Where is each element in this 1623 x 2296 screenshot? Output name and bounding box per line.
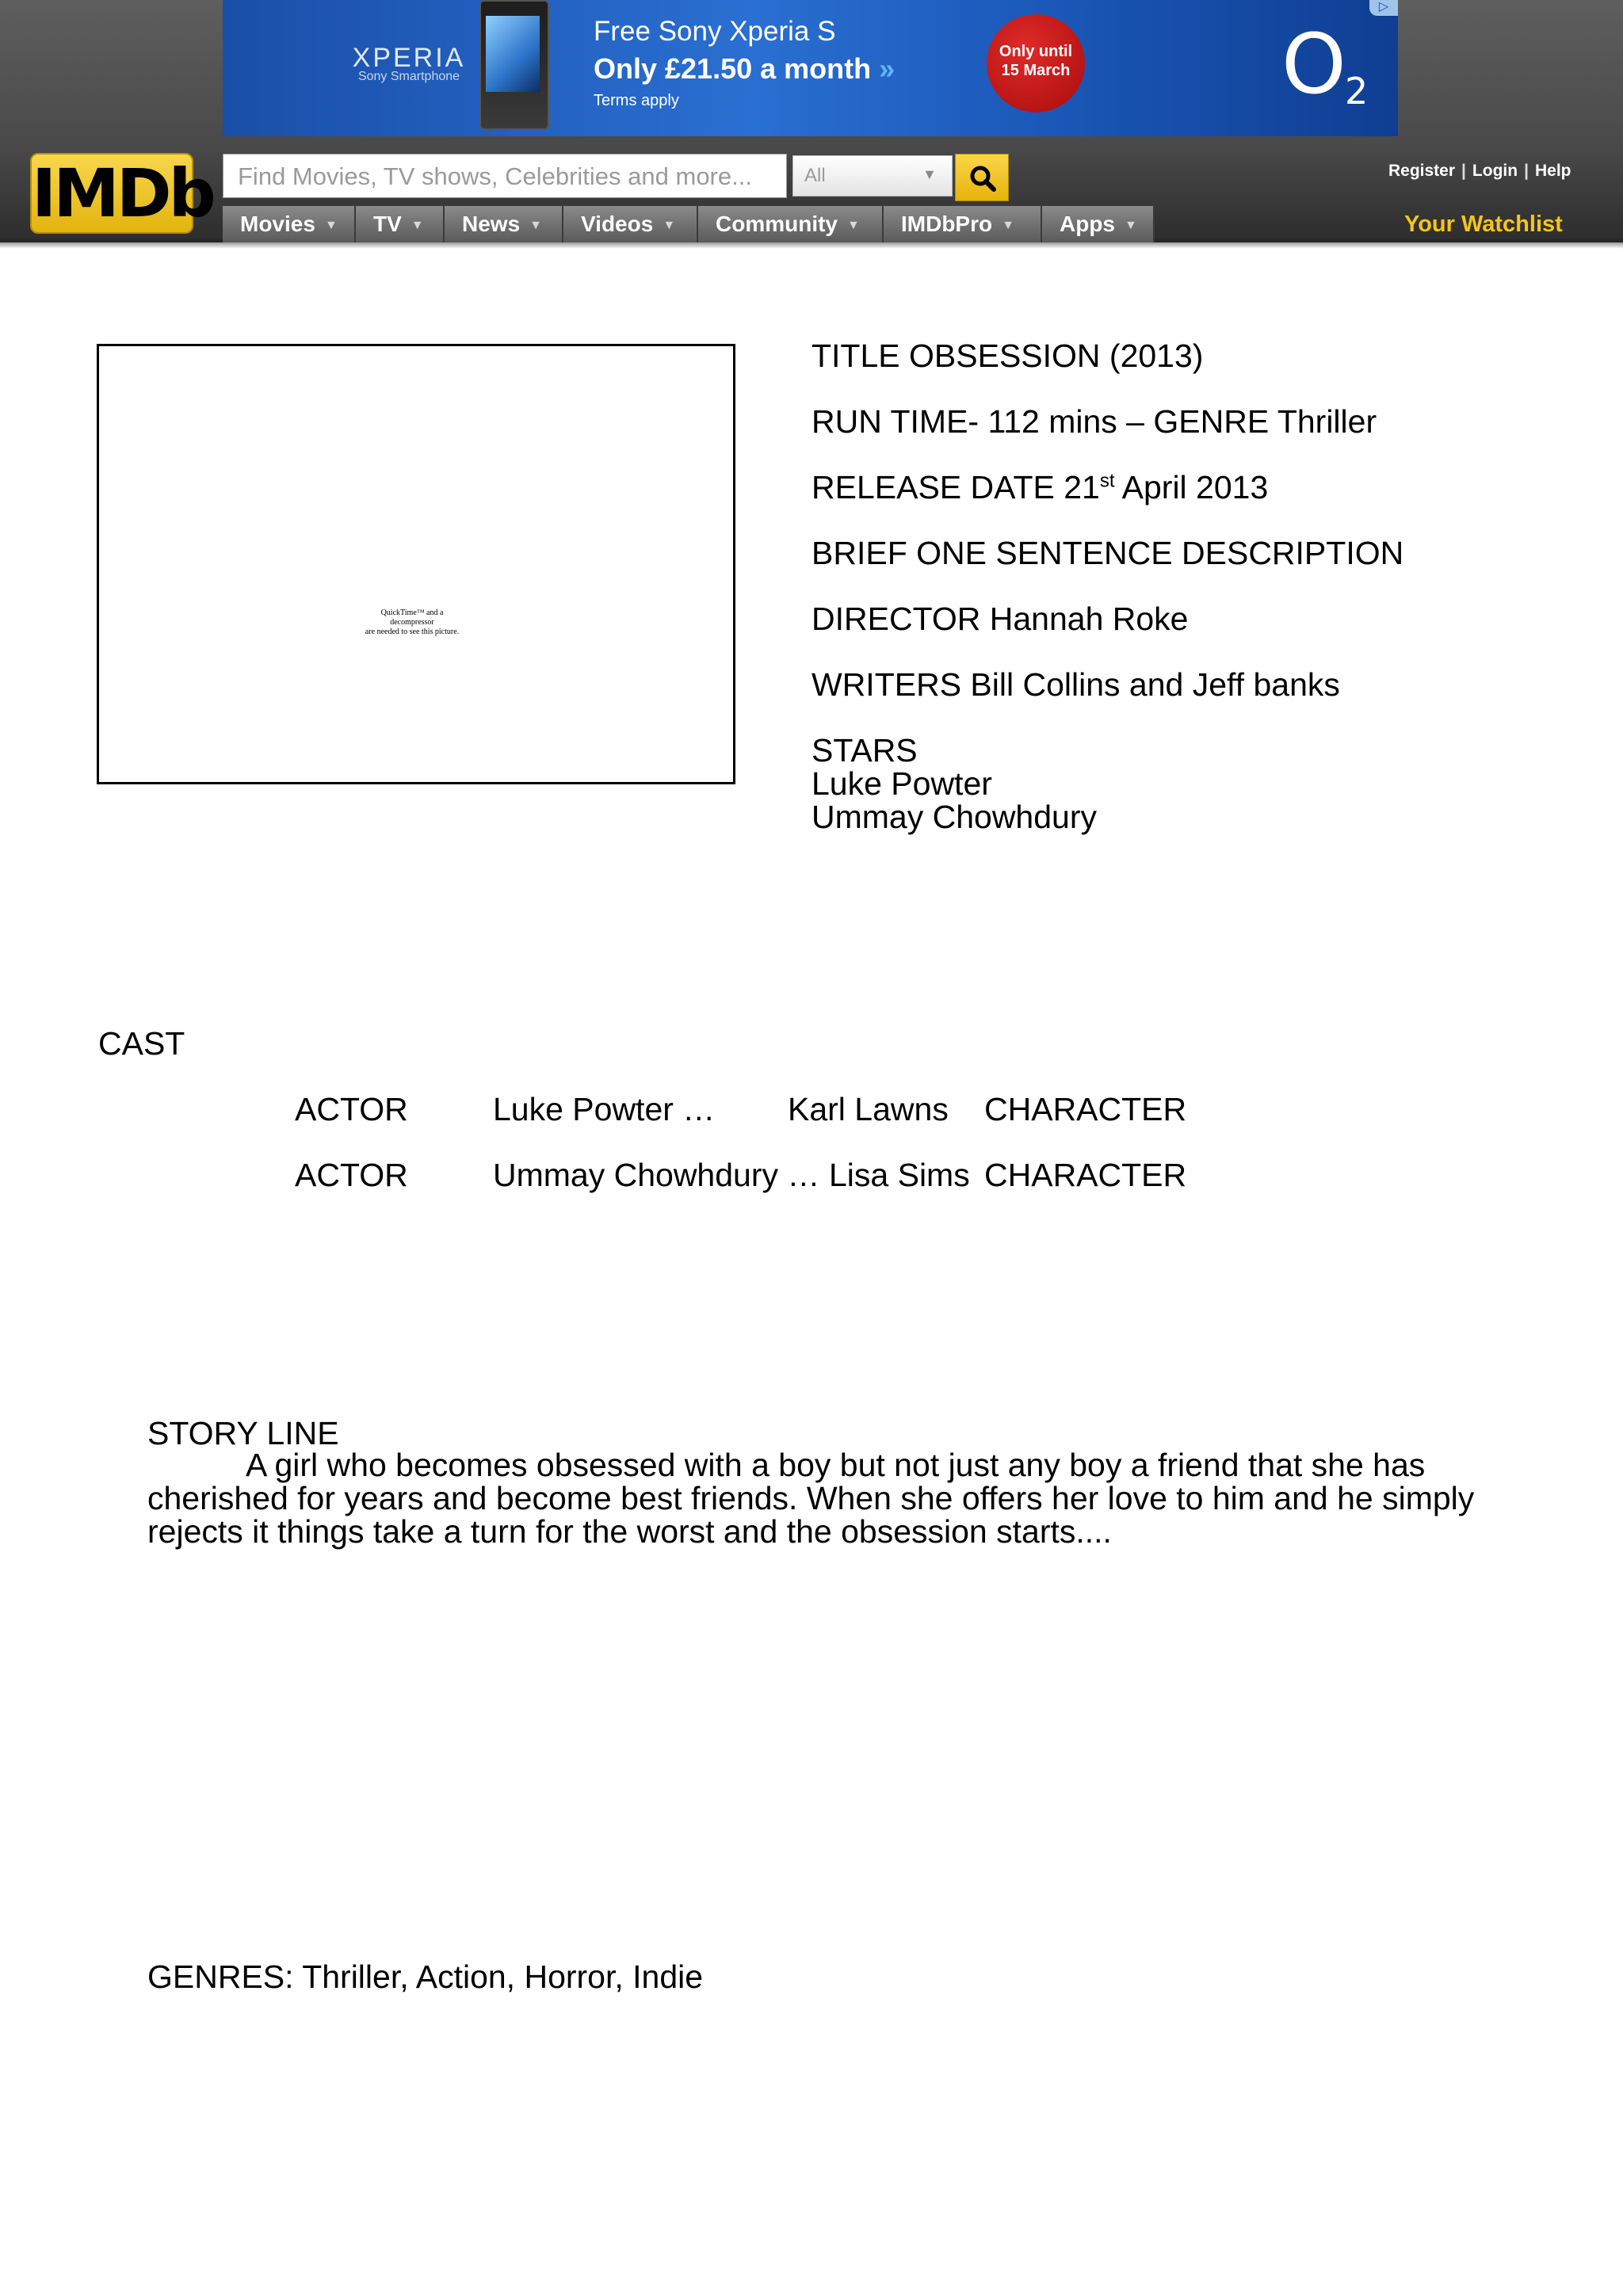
ad-headline: Free Sony Xperia S [594, 16, 836, 47]
ad-choices-icon[interactable]: ▷ [1369, 0, 1398, 16]
nav-news[interactable] [445, 206, 563, 242]
header-shadow [0, 242, 1623, 249]
nav-label: TV [373, 212, 402, 236]
runtime-genre: RUN TIME- 112 mins – GENRE Thriller [812, 403, 1377, 440]
ad-price [594, 52, 895, 86]
nav-videos[interactable] [563, 206, 698, 242]
ad-brand: XPERIA [352, 43, 466, 73]
watchlist-link[interactable]: Your Watchlist [1404, 212, 1563, 237]
caret-down-icon: ▼ [1002, 218, 1014, 232]
cast-role: ACTOR [295, 1157, 408, 1193]
link-separator: | [1524, 162, 1529, 180]
release-date-suffix-sup: st [1099, 470, 1115, 492]
nav-community[interactable] [698, 206, 884, 242]
ad-brand-sub: Sony Smartphone [357, 70, 460, 83]
star-name: Ummay Chowhdury [812, 799, 1097, 835]
ad-terms: Terms apply [594, 92, 679, 109]
writers: WRITERS Bill Collins and Jeff banks [812, 666, 1340, 703]
storyline-body: A girl who becomes obsessed with a boy but not just any boy a friend that she has cherished for years and become best friends. When she offers her love to him and he simply rejects it things take a turn for the worst and the obsession starts.... [147, 1447, 1475, 1550]
nav-tv[interactable] [356, 206, 445, 242]
nav-label: Videos [581, 212, 654, 236]
nav-apps[interactable] [1042, 206, 1155, 242]
search-category-select[interactable]: All [792, 155, 953, 196]
account-links [1388, 162, 1571, 181]
ad-price-text: Only £21.50 a month [594, 52, 872, 85]
cast-character: Lisa Sims [829, 1157, 970, 1193]
poster-caption-line: decompressor [390, 618, 434, 627]
search-input[interactable]: Find Movies, TV shows, Celebrities and more... [223, 154, 787, 198]
storyline-heading: STORY LINE [147, 1415, 339, 1451]
poster-placeholder [97, 344, 735, 784]
o2-logo-subscript: 2 [1345, 70, 1369, 113]
caret-down-icon: ▼ [529, 218, 542, 232]
nav-label: Apps [1060, 212, 1115, 236]
genres-line: GENRES: Thriller, Action, Horror, Indie [147, 1958, 704, 1995]
caret-down-icon: ▼ [1125, 218, 1137, 232]
poster-caption-line: are needed to see this picture. [365, 627, 460, 636]
storyline-text [147, 1448, 1526, 1548]
movie-title: TITLE OBSESSION (2013) [812, 338, 1204, 374]
cast-actor: Ummay Chowhdury … [493, 1157, 820, 1193]
caret-down-icon: ▼ [847, 218, 860, 232]
stars-heading: STARS [812, 732, 918, 769]
ad-badge-line2: 15 March [1001, 62, 1071, 79]
cast-character: Karl Lawns [788, 1091, 949, 1127]
link-separator: | [1461, 162, 1466, 180]
ad-badge-line1: Only until [999, 43, 1073, 60]
caret-down-icon: ▼ [324, 218, 338, 232]
nav-movies[interactable] [223, 206, 356, 242]
nav-label: IMDbPro [901, 212, 993, 236]
cast-character-label: CHARACTER [984, 1091, 1187, 1127]
release-date-rest: April 2013 [1114, 469, 1269, 505]
login-link[interactable]: Login [1472, 162, 1518, 180]
ad-banner[interactable] [223, 0, 1398, 136]
search-icon [968, 164, 997, 193]
help-link[interactable]: Help [1534, 162, 1571, 180]
caret-down-icon: ▼ [411, 218, 424, 232]
nav-imdbpro[interactable] [884, 206, 1042, 242]
o2-logo: O [1281, 16, 1346, 113]
release-date-prefix: RELEASE DATE 21 [812, 469, 1100, 505]
double-chevron-icon: » [879, 52, 896, 85]
nav-label: Community [716, 212, 838, 236]
cast-role: ACTOR [295, 1091, 408, 1127]
poster-caption-line: QuickTime™ and a [380, 608, 444, 617]
release-date [812, 469, 1268, 506]
caret-down-icon: ▼ [663, 218, 676, 232]
cast-heading: CAST [98, 1025, 185, 1062]
star-name: Luke Powter [812, 765, 992, 802]
register-link[interactable]: Register [1388, 162, 1456, 180]
imdb-logo[interactable]: IMDb [32, 154, 213, 232]
search-button[interactable] [955, 154, 1009, 201]
nav-label: News [462, 212, 521, 236]
cast-actor: Luke Powter … [493, 1091, 716, 1127]
phone-screen-image [486, 16, 540, 92]
brief-description: BRIEF ONE SENTENCE DESCRIPTION [812, 535, 1404, 571]
cast-character-label: CHARACTER [984, 1157, 1187, 1193]
poster-caption [333, 608, 491, 637]
nav-label: Movies [240, 212, 315, 236]
chevron-down-icon: ▼ [922, 166, 937, 182]
director: DIRECTOR Hannah Roke [812, 601, 1189, 637]
